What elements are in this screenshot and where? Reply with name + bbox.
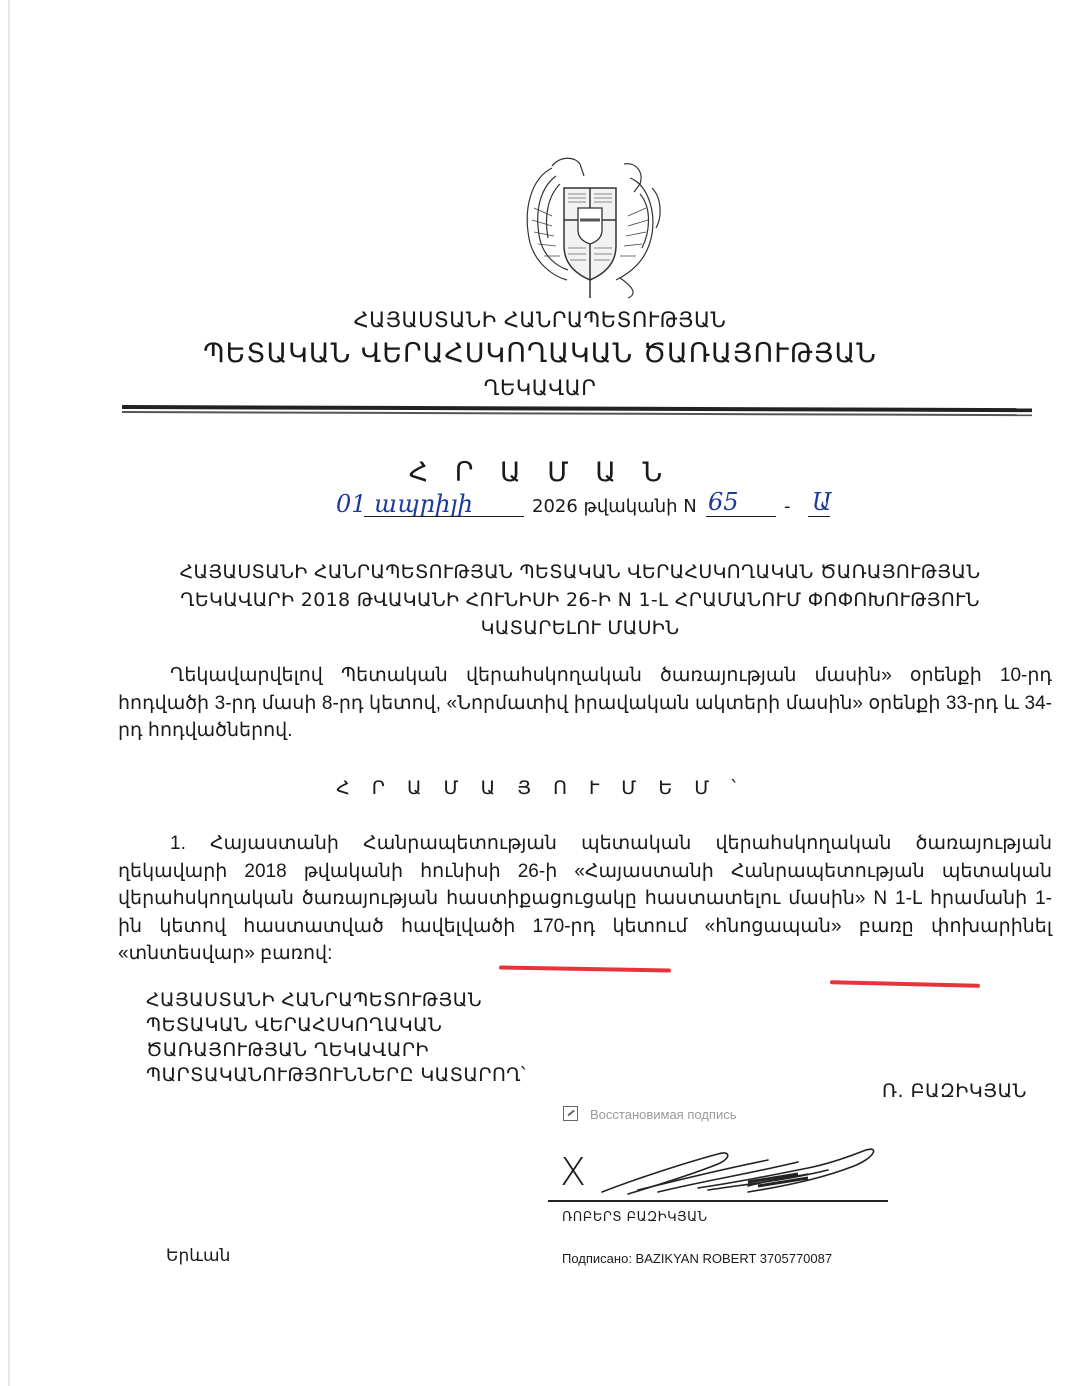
preamble-text: Ղեկավարվելով Պետական վերահսկողական ծառայության մասին» օրենքի 10-րդ հոդվածի 3-րդ մասի 8-րդ կետով, «Նորմատիվ իրավական ակտերի մասին» օրենքի 33-րդ և 34-րդ հոդվածներով. (118, 665, 1052, 741)
handwritten-order-number: 65 (708, 488, 739, 516)
subject-line: ՀԱՅԱՍՏԱՆԻ ՀԱՆՐԱՊԵՏՈՒԹՅԱՆ ՊԵՏԱԿԱՆ ՎԵՐԱՀՍԿՈՂԱԿԱՆ ԾԱՌԱՅՈՒԹՅԱՆ (179, 561, 981, 583)
header-line-service: ՊԵՏԱԿԱՆ ՎԵՐԱՀՍԿՈՂԱԿԱՆ ԾԱՌԱՅՈՒԹՅԱՆ (203, 338, 877, 369)
date-blank-line (364, 516, 524, 517)
signer-title-block (146, 988, 526, 1088)
red-underline-new-word (830, 980, 980, 988)
restore-label-text: Восстановимая подпись (590, 1107, 737, 1122)
signer-title-line: ՊԵՏԱԿԱՆ ՎԵՐԱՀՍԿՈՂԱԿԱՆ (146, 1014, 443, 1036)
signer-title-line: ԾԱՌԱՅՈՒԹՅԱՆ ՂԵԿԱՎԱՐԻ (146, 1039, 429, 1061)
digitally-signed-by: Подписано: BAZIKYAN ROBERT 3705770087 (562, 1251, 833, 1266)
signature-caption: ՌՈԲԵՐՏ ԲԱԶԻԿՅԱՆ (562, 1210, 708, 1225)
handwritten-order-suffix: Ա (812, 488, 832, 516)
clause-1-paragraph (118, 830, 1052, 968)
subject-line: ԿԱՏԱՐԵԼՈՒ ՄԱՍԻՆ (480, 617, 680, 639)
signature-x-mark: X (560, 1150, 587, 1194)
recoverable-signature-label (563, 1106, 736, 1122)
signer-title-line: ՊԱՐՏԱԿԱՆՈՒԹՅՈՒՆՆԵՐԸ ԿԱՏԱՐՈՂ՝ (146, 1064, 526, 1086)
subject-line: ՂԵԿԱՎԱՐԻ 2018 ԹՎԱԿԱՆԻ ՀՈՒՆԻՍԻ 26-Ի N 1-Լ ՀՐԱՄԱՆՈՒՄ ՓՈՓՈԽՈՒԹՅՈՒՆ (180, 589, 980, 611)
order-subject (120, 558, 1040, 642)
signature-line (548, 1200, 888, 1202)
order-title: Հ Ր Ա Մ Ա Ն (408, 457, 672, 488)
order-date-number-line (336, 488, 856, 524)
header-line-republic: ՀԱՅԱՍՏԱՆԻ ՀԱՆՐԱՊԵՏՈՒԹՅԱՆ (353, 308, 727, 332)
number-separator: - (784, 496, 791, 517)
clause-1-text: 1. Հայաստանի Հանրապետության պետական վերահսկողական ծառայության ղեկավարի 2018 թվականի հունիսի 26-ի «Հայաստանի Հանրապետության պետական վերահսկողական ծառայության հաստիքացուցակը հաստատելու մասին» N 1-Լ հրամանի 1-ին կետով հաստատված հավելվածի 170-րդ կետում «հնոցապան» բառը փոխարինել «տնտեսվար» բառով: (118, 833, 1052, 964)
scan-edge (8, 0, 10, 1386)
coat-of-arms-emblem (512, 148, 668, 302)
handwritten-date: 01 ապրիլի (336, 490, 473, 518)
number-blank-line (706, 516, 776, 517)
header-line-head: ՂԵԿԱՎԱՐ (483, 376, 597, 400)
city-name: Երևան (166, 1246, 231, 1266)
preamble-paragraph (118, 662, 1052, 745)
handwritten-signature (598, 1140, 888, 1200)
year-label: 2026 թվականի N (532, 496, 697, 517)
signer-title-line: ՀԱՅԱՍՏԱՆԻ ՀԱՆՐԱՊԵՏՈՒԹՅԱՆ (146, 989, 482, 1011)
signer-name: Ռ. ԲԱԶԻԿՅԱՆ (882, 1080, 1028, 1102)
ordered-heading: Հ Ր Ա Մ Ա Յ Ո Ւ Մ Ե Մ ՝ (336, 777, 744, 799)
suffix-blank-line (808, 516, 830, 517)
signature-image-icon (563, 1106, 578, 1121)
